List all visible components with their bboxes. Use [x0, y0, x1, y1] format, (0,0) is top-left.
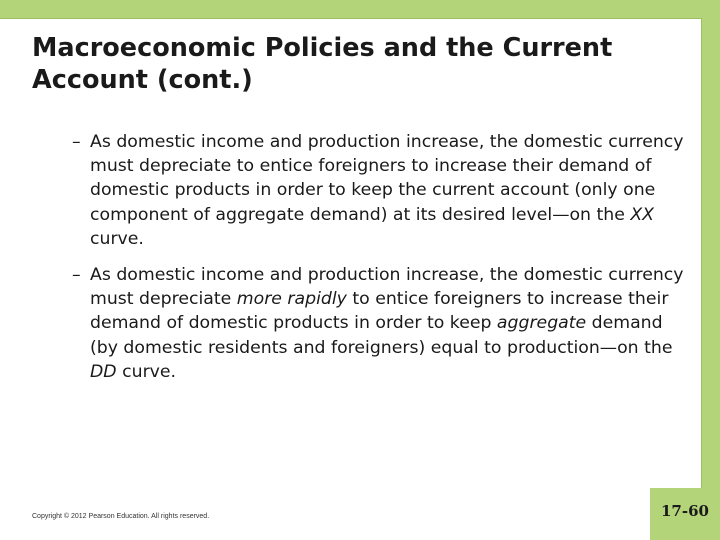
bullet-segment: demand (by domestic residents and foreigners) equal to production—on the — [90, 313, 673, 358]
top-frame-bar — [0, 0, 720, 18]
slide-title: Macroeconomic Policies and the Current Account (cont.) — [32, 33, 613, 95]
bullet-text — [90, 265, 684, 382]
bullet-segment: curve. — [90, 228, 144, 249]
bullet-segment-italic: more rapidly — [236, 289, 347, 310]
right-frame-line — [701, 18, 702, 540]
bullet-item — [72, 263, 692, 384]
bullet-segment: As domestic income and production increase, the domestic currency must depreciate — [90, 265, 684, 310]
bullet-segment: to entice foreigners to increase their demand of domestic products in order to keep — [90, 289, 669, 334]
bullet-segment: curve. — [116, 361, 177, 382]
bullet-marker: – — [72, 132, 81, 152]
top-frame-line — [0, 18, 702, 19]
bullet-segment-italic: DD — [90, 361, 117, 382]
right-frame-bar — [702, 0, 720, 540]
copyright-notice: Copyright © 2012 Pearson Education. All rights reserved. — [32, 513, 210, 520]
bullet-segment-italic: XX — [630, 204, 655, 225]
bullet-list — [72, 130, 692, 396]
bullet-item — [72, 130, 692, 251]
bullet-marker: – — [72, 265, 81, 286]
bullet-segment: As domestic income and production increase, the domestic currency must depreciate to entice foreigners to increase their demand of domestic products in order to keep the current account (only one component of aggregate demand) at its desired level—on the — [90, 132, 684, 225]
page-number: 17-60 — [661, 502, 709, 520]
bullet-segment-italic: aggregate — [496, 313, 587, 334]
bullet-text — [90, 132, 684, 249]
